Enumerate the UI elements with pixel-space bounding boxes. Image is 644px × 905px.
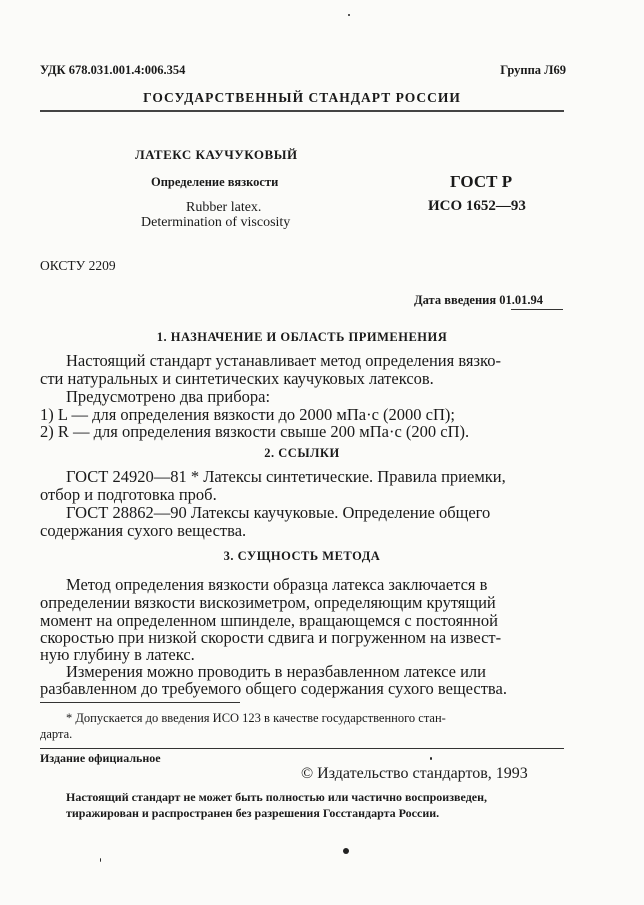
- group-code: Группа Л69: [500, 63, 566, 77]
- scan-speck: [100, 858, 101, 862]
- section3-line: момент на определенном шпинделе, вращающемся с постоянной: [40, 611, 498, 630]
- introduction-date: [414, 293, 543, 308]
- section2-line: ГОСТ 24920—81 * Латексы синтетические. Правила приемки,: [66, 467, 506, 486]
- section1-line: 2) R — для определения вязкости свыше 200 мПа·с (200 сП).: [40, 422, 470, 441]
- section2-line: ГОСТ 28862—90 Латексы каучуковые. Определение общего: [66, 503, 491, 522]
- english-title-line2: Determination of viscosity: [141, 215, 291, 230]
- section1-line: 1) L — для определения вязкости до 2000 мПа·с (2000 сП);: [40, 405, 455, 424]
- section1-line: Предусмотрено два прибора:: [66, 387, 271, 406]
- footnote-line1: * Допускается до введения ИСО 123 в качестве государственного стан-: [66, 711, 446, 725]
- section3-line: определении вязкости вискозиметром, определяющим крутящий: [40, 593, 496, 612]
- scan-speck: [348, 14, 350, 16]
- iso-designation: ИСО 1652—93: [428, 198, 526, 214]
- section1-line: Настоящий стандарт устанавливает метод определения вязко-: [66, 351, 501, 370]
- scan-speck: [430, 757, 432, 760]
- scan-speck: [343, 848, 349, 854]
- copyright-notice-line1: Настоящий стандарт не может быть полностью или частично воспроизведен,: [66, 790, 488, 804]
- section3-line: ную глубину в латекс.: [40, 645, 195, 664]
- footnote-line2: дарта.: [40, 727, 73, 741]
- section3-heading: 3. СУЩНОСТЬ МЕТОДА: [223, 549, 381, 563]
- header-divider: [40, 110, 564, 112]
- document-title: ЛАТЕКС КАУЧУКОВЫЙ: [135, 147, 298, 162]
- document-subtitle: Определение вязкости: [151, 175, 279, 189]
- section3-line: скоростью при низкой скорости сдвига и погруженном на извест-: [40, 628, 502, 647]
- section1-heading: 1. НАЗНАЧЕНИЕ И ОБЛАСТЬ ПРИМЕНЕНИЯ: [156, 330, 448, 344]
- introduction-date-value: 01.01.94: [499, 293, 543, 307]
- section2-line: содержания сухого вещества.: [40, 521, 247, 540]
- section1-line: сти натуральных и синтетических каучуковых латексов.: [40, 369, 434, 388]
- gost-designation: ГОСТ Р: [450, 172, 513, 191]
- okstu-code: ОКСТУ 2209: [40, 258, 116, 273]
- publisher-copyright: © Издательство стандартов, 1993: [301, 765, 528, 782]
- section3-line: Измерения можно проводить в неразбавленном латексе или: [66, 662, 486, 681]
- section3-line: Метод определения вязкости образца латекса заключается в: [66, 575, 488, 594]
- copyright-notice-line2: тиражирован и распространен без разрешения Госстандарта России.: [66, 806, 440, 820]
- section2-heading: 2. ССЫЛКИ: [264, 446, 340, 460]
- section3-line: разбавленном до требуемого общего содержания сухого вещества.: [40, 679, 507, 698]
- official-edition-label: Издание официальное: [40, 751, 161, 765]
- english-title-line1: Rubber latex.: [186, 200, 262, 215]
- introduction-date-underline: [511, 309, 563, 310]
- state-standard-title: ГОСУДАРСТВЕННЫЙ СТАНДАРТ РОССИИ: [143, 90, 461, 105]
- footnote-divider: [40, 702, 240, 703]
- udk-code: УДК 678.031.001.4:006.354: [40, 63, 186, 77]
- section2-line: отбор и подготовка проб.: [40, 485, 217, 504]
- footer-divider: [40, 748, 564, 749]
- introduction-date-label: Дата введения: [414, 293, 497, 307]
